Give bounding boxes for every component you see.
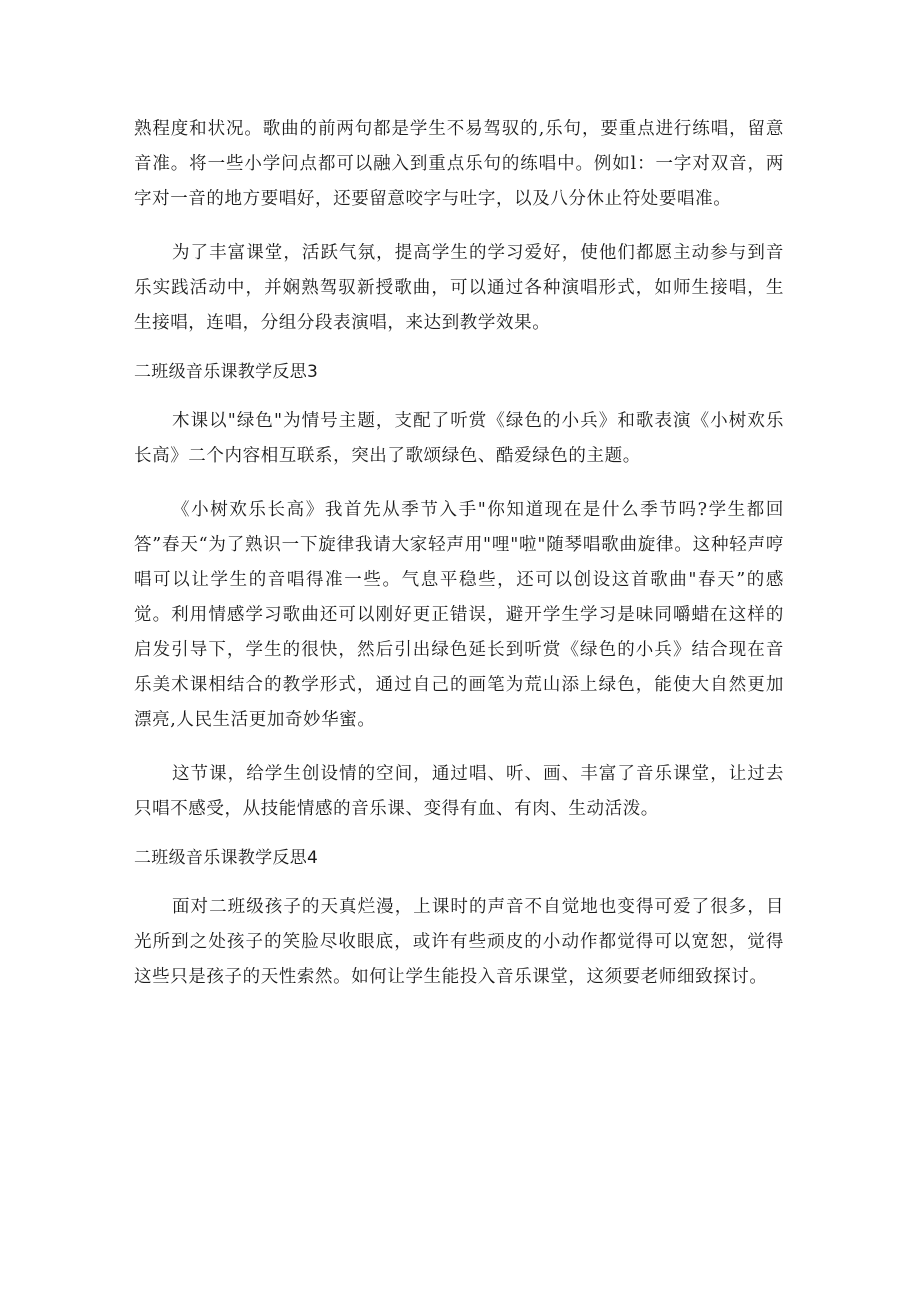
paragraph-performance-forms: 为了丰富课堂，活跃气氛，提高学生的学习爱好，使他们都愿主动参与到音乐实践活动中，并娴熟驾驭新授歌曲，可以通过各种演唱形式，如师生接唱，生生接唱，连唱，分组分段表演唱，来达到教学效果。 <box>134 243 784 333</box>
paragraph-little-tree-song: 《小树欢乐长高》我首先从季节入手"你知道现在是什么季节吗?学生都回答”春天“为了熟识一下旋律我请大家轻声用"哩"啦"随琴唱歌曲旋律。这种轻声哼唱可以让学生的音唱得准一些。气息平稳些，还可以创设这首歌曲"春天”的感觉。利用情感学习歌曲还可以刚好更正错误，避开学生学习是味同嚼蜡在这样的启发引导下，学生的很快，然后引出绿色延长到听赏《绿色的小兵》结合现在音乐美术课相结合的教学形式，通过自己的画笔为荒山添上绿色，能使大自然更加漂亮,人民生活更加奇妙华蜜。 <box>134 500 784 730</box>
document-body <box>134 112 784 995</box>
paragraph-green-theme: 木课以"绿色"为情号主题，支配了听赏《绿色的小兵》和歌表演《小树欢乐长高》二个内容相互联系，突出了歌颂绿色、酷爱绿色的主题。 <box>134 411 784 466</box>
paragraph-children-nature: 面对二班级孩子的天真烂漫，上课时的声音不自觉地也变得可爱了很多，目光所到之处孩子的笑脸尽收眼底，或许有些顽皮的小动作都觉得可以宽恕，觉得这些只是孩子的天性索然。如何让学生能投入音乐课堂，这须要老师细致探讨。 <box>134 897 784 987</box>
paragraph-continuation: 熟程度和状况。歌曲的前两句都是学生不易驾驭的,乐句，要重点进行练唱，留意音准。将一些小学问点都可以融入到重点乐句的练唱中。例如l：一字对双音，两字对一音的地方要唱好，还要留意咬字与吐字，以及八分休止符处要唱准。 <box>134 119 784 209</box>
paragraph-lesson-summary: 这节课，给学生创设情的空间，通过唱、听、画、丰富了音乐课堂，让过去只唱不感受，从技能情感的音乐课、变得有血、有肉、生动活泼。 <box>134 764 784 819</box>
section-heading-3: 二班级音乐课教学反思3 <box>134 362 319 382</box>
section-heading-4: 二班级音乐课教学反思4 <box>134 848 319 868</box>
